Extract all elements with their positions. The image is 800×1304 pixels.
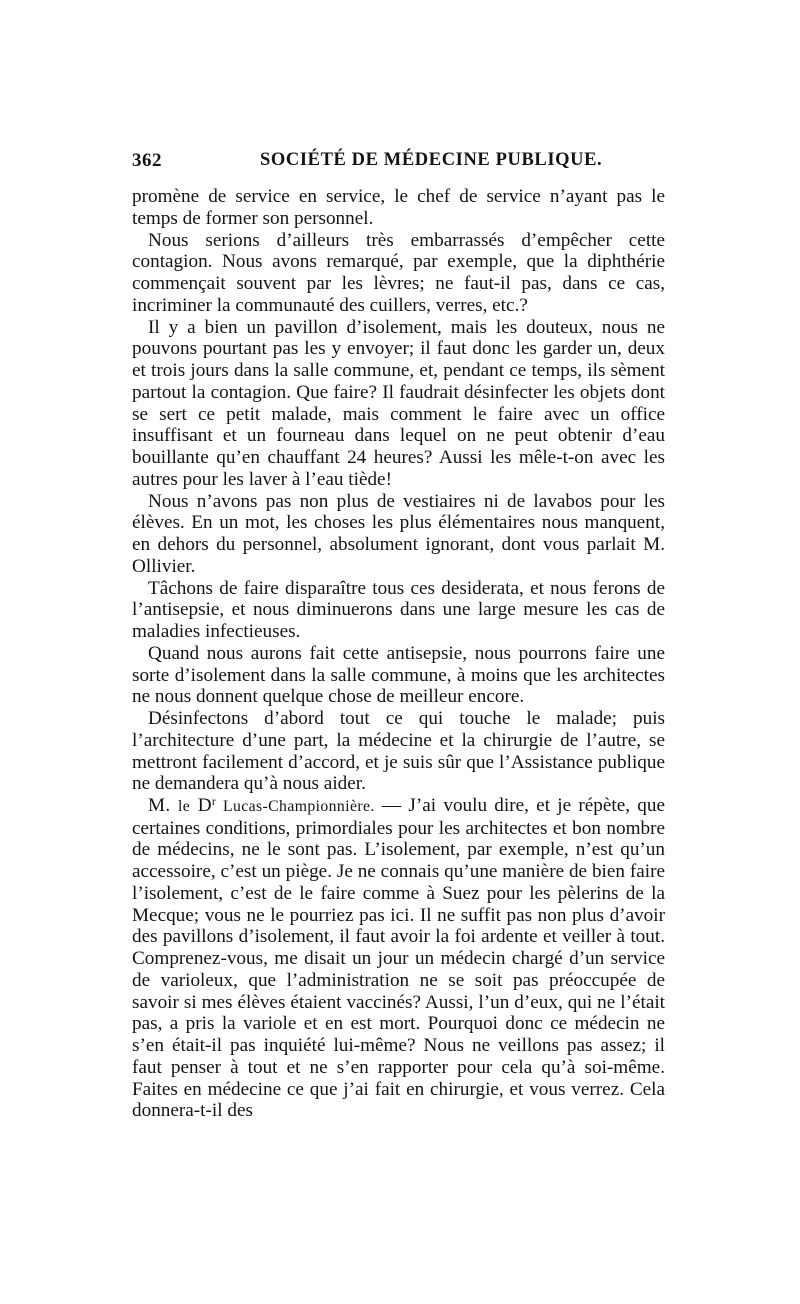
paragraph: Quand nous aurons fait cette antisepsie, nous pourrons faire une sorte d’isolement dans la salle commune, à moins que les architectes ne nous donnent quelque chose de meilleur encore.	[132, 642, 665, 708]
running-head	[132, 150, 665, 178]
speaker-prefix: M.	[148, 794, 179, 816]
paragraph: Désinfectons d’abord tout ce qui touche le malade; puis l’architecture d’une part, la médecine et la chirurgie de l’autre, se mettront facilement d’accord, et je suis sûr que l’Assistance publique ne demandera qu’à nous aider.	[132, 708, 665, 795]
speaker-name: Lucas-Championnière.	[216, 797, 375, 815]
paragraph: Il y a bien un pavillon d’isolement, mais les douteux, nous ne pouvons pourtant pas les y envoyer; il faut donc les garder un, deux et trois jours dans la salle commune, et, pendant ce temps, ils sèment partout la contagion. Que faire? Il faudrait désinfecter les objets dont se sert ce petit malade, mais comment le faire avec un office insuffisant et un fourneau dans lequel on ne peut obtenir d’eau bouillante qu’en chauffant 24 heures? Aussi les mêle-t-on avec les autres pour les laver à l’eau tiède!	[132, 316, 665, 490]
page-number: 362	[132, 150, 162, 171]
paragraph: Nous n’avons pas non plus de vestiaires ni de lavabos pour les élèves. En un mot, les choses les plus élémentaires nous manquent, en dehors du personnel, absolument ignorant, dont vous parlait M. Ollivier.	[132, 490, 665, 577]
speaker-le: le	[178, 797, 191, 815]
paragraph: Tâchons de faire disparaître tous ces desiderata, et nous ferons de l’antisepsie, et nous diminuerons dans une large mesure les cas de maladies infectieuses.	[132, 577, 665, 642]
running-title: SOCIÉTÉ DE MÉDECINE PUBLIQUE.	[260, 150, 603, 170]
paragraph: promène de service en service, le chef de service n’ayant pas le temps de former son personnel.	[132, 186, 665, 229]
main-text-block	[132, 186, 665, 795]
speaker-dr-sup: r	[211, 794, 217, 808]
paragraph: Nous serions d’ailleurs très embarrassés d’empêcher cette contagion. Nous avons remarqué, par exemple, que la diphthérie commençait souvent par les lèvres; ne faut-il pas, dans ce cas, incriminer la communauté des cuillers, verres, etc.?	[132, 229, 665, 316]
discussion-block	[132, 791, 665, 1122]
discussion-text: — J’ai voulu dire, et je répète, que certaines conditions, primordiales pour les architectes et bon nombre de médecins, ne le sont pas. L’isolement, par exemple, n’est qu’un accessoire, c’est un piège. Je ne connais qu’une manière de bien faire l’isolement, c’est de le faire comme à Suez pour les pèlerins de la Mecque; vous ne le pourriez pas ici. Il ne suffit pas non plus d’avoir des pavillons d’isolement, il faut avoir la foi ardente et veiller à tout. Comprenez-vous, me disait un jour un médecin chargé d’un service de varioleux, que l’administration ne se soit pas préoccupée de savoir si mes élèves étaient vaccinés? Aussi, l’un d’eux, qui ne l’était pas, a pris la variole et en est mort. Pourquoi donc ce médecin ne s’en était-il pas inquiété lui-même? Nous ne veillons pas assez; il faut penser à tout et ne s’en rapporter pour cela qu’à soi-même. Faites en médecine ce que j’ai fait en chirurgie, et vous verrez. Cela donnera-t-il des	[132, 794, 665, 1122]
speaker-label	[148, 795, 375, 816]
discussion-paragraph	[132, 791, 665, 1122]
speaker-dr: D	[190, 794, 212, 816]
